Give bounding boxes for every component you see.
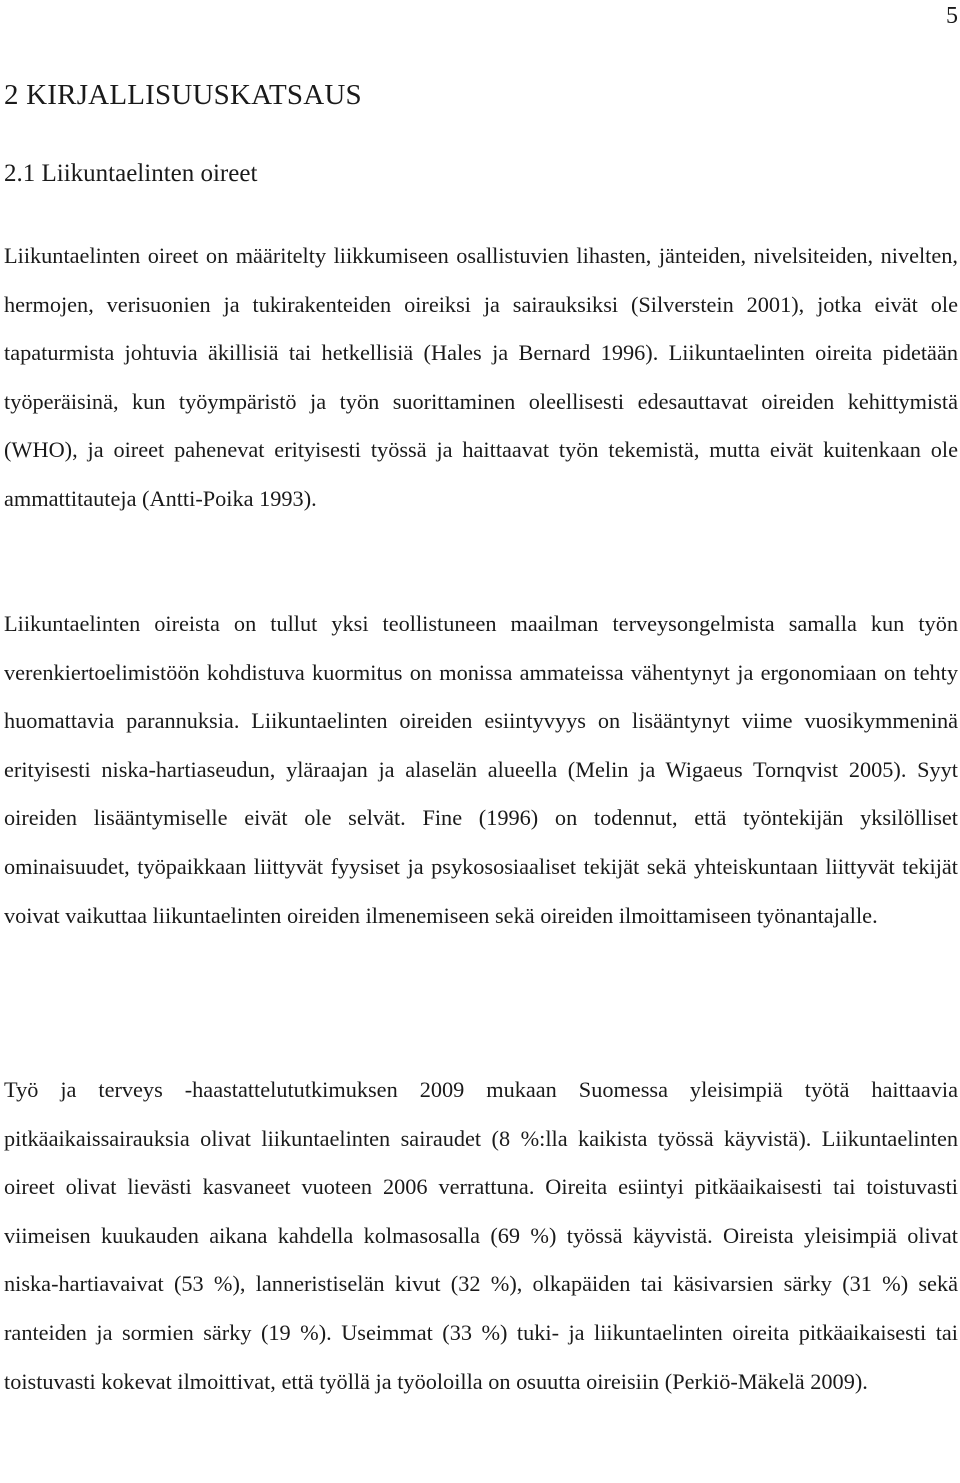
section-heading: 2.1 Liikuntaelinten oireet	[4, 160, 258, 187]
chapter-heading: 2 KIRJALLISUUSKATSAUS	[4, 79, 362, 111]
paragraph-survey-2009: Työ ja terveys -haastattelututkimuksen 2009 mukaan Suomessa yleisimpiä työtä haittaavia pitkäaikaissairauksia olivat liikuntaelinten sairaudet (8 %:lla kaikista työssä käyvistä). Liikuntaelinten oireet olivat lievästi kasvaneet vuoteen 2006 verrattuna. Oireita esiintyi pitkäaikaisesti tai toistuvasti viimeisen kuukauden aikana kahdella kolmasosalla (69 %) työssä käyvistä. Oireista yleisimpiä olivat niska-hartiavaivat (53 %), lanneristiselän kivut (32 %), olkapäiden tai käsivarsien särky (31 %) sekä ranteiden ja sormien särky (19 %). Useimmat (33 %) tuki- ja liikuntaelinten oireita pitkäaikaisesti tai toistuvasti kokevat ilmoittivat, että työllä ja työoloilla on osuutta oireisiin (Perkiö-Mäkelä 2009).	[4, 1077, 958, 1394]
paragraph-definition: Liikuntaelinten oireet on määritelty liikkumiseen osallistuvien lihasten, jänteiden, nivelsiteiden, nivelten, hermojen, verisuonien ja tukirakenteiden oireiksi ja sairauksiksi (Silverstein 2001), jotka eivät ole tapaturmista johtuvia äkillisiä tai hetkellisiä (Hales ja Bernard 1996). Liikuntaelinten oireita pidetään työperäisinä, kun työympäristö ja työn suorittaminen oleellisesti edesauttavat oireiden kehittymistä (WHO), ja oireet pahenevat erityisesti työssä ja haittaavat työn tekemistä, mutta eivät kuitenkaan ole ammattitauteja (Antti-Poika 1993).	[4, 243, 958, 511]
page-number: 5	[946, 3, 958, 29]
paragraph-prevalence: Liikuntaelinten oireista on tullut yksi teollistuneen maailman terveysongelmista samalla kun työn verenkiertoelimistöön kohdistuva kuormitus on monissa ammateissa vähentynyt ja ergonomiaan on tehty huomattavia parannuksia. Liikuntaelinten oireiden esiintyvyys on lisääntynyt viime vuosikymmeninä erityisesti niska-hartiaseudun, yläraajan ja alaselän alueella (Melin ja Wigaeus Tornqvist 2005). Syyt oireiden lisääntymiselle eivät ole selvät. Fine (1996) on todennut, että työntekijän yksilölliset ominaisuudet, työpaikkaan liittyvät fyysiset ja psykososiaaliset tekijät sekä yhteiskuntaan liittyvät tekijät voivat vaikuttaa liikuntaelinten oireiden ilmenemiseen sekä oireiden ilmoittamiseen työnantajalle.	[4, 611, 958, 928]
